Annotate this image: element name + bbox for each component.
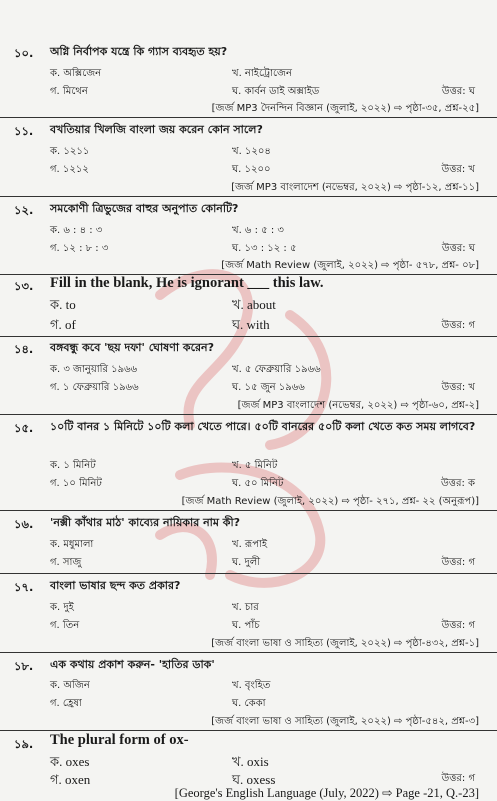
divider [0, 730, 497, 731]
option-c: গ. ১২ : ৮ : ৩ [50, 243, 109, 254]
divider [0, 510, 497, 511]
option-d: ঘ. ১২০০ [232, 164, 271, 175]
reference: [জর্জ MP3 দৈনন্দিন বিজ্ঞান (জুলাই, ২০২২) ⇨ পৃষ্ঠা-৩৫, প্রশ্ন-২৫] [211, 103, 479, 114]
question-number: ১৮. [14, 659, 34, 673]
option-d: ঘ. ১৩ : ১২ : ৫ [232, 243, 297, 254]
question-text: সমকোণী ত্রিভুজের বাহুর অনুপাত কোনটি? [50, 202, 239, 215]
option-c: গ. ১ ফেব্রুয়ারি ১৯৬৬ [50, 382, 139, 393]
option-c: গ. হ্রেষা [50, 698, 82, 709]
question-text: Fill in the blank, He is ignorant ___ this law. [50, 275, 324, 291]
option-c: গ. ১০ মিনিট [50, 478, 102, 489]
option-d: ঘ. কেকা [232, 698, 266, 709]
option-d: ঘ. দুলী [232, 557, 261, 568]
answer-label: উত্তর: গ [441, 557, 475, 568]
question-number: ১৭. [14, 580, 34, 594]
option-c: গ. তিন [50, 620, 80, 631]
question-number: ১৯. [14, 737, 34, 751]
divider [0, 117, 497, 118]
question-text: ১০টি বানর ১ মিনিটে ১০টি কলা খেতে পারে। ৫০টি বানরের ৫০টি কলা খেতে কত সময় লাগবে? [50, 420, 476, 433]
option-d: ঘ. কার্বন ডাই অক্সাইড [232, 86, 320, 97]
option-a: ক. মধুমালা [50, 539, 94, 550]
option-a: ক. ১২১১ [50, 146, 90, 157]
option-b: খ. ৫ মিনিট [232, 460, 278, 471]
option-a: ক. to [50, 297, 76, 312]
answer-label: উত্তর: খ [441, 164, 475, 175]
option-b: খ. বৃংহিত [232, 680, 271, 691]
option-b: খ. about [232, 297, 276, 312]
option-b: খ. চার [232, 602, 259, 613]
question-number: ১০. [14, 46, 34, 60]
option-d: ঘ. with [232, 317, 270, 332]
question-number: ১৪. [14, 342, 34, 356]
question-number: ১৫. [14, 421, 34, 435]
option-d: ঘ. পাঁচ [232, 620, 260, 631]
reference: [জর্জ বাংলা ভাষা ও সাহিত্য (জুলাই, ২০২২) ⇨ পৃষ্ঠা-৪৩২, প্রশ্ন-১] [211, 638, 479, 649]
divider [0, 196, 497, 197]
option-c: গ. সাজু [50, 557, 82, 568]
reference: [জর্জ MP3 বাংলাদেশ (নভেম্বর, ২০২২) ⇨ পৃষ্ঠা-১২, প্রশ্ন-১১] [231, 182, 479, 193]
answer-label: উত্তর: গ [441, 620, 475, 631]
option-c: গ. ১২১২ [50, 164, 89, 175]
option-b: খ. নাইট্রোজেন [232, 68, 292, 79]
question-text: বঙ্গবন্ধু কবে 'ছয় দফা' ঘোষণা করেন? [50, 341, 214, 354]
option-b: খ. oxis [232, 754, 269, 769]
question-number: ১১. [14, 124, 34, 138]
divider [0, 336, 497, 337]
question-text: বখতিয়ার খিলজি বাংলা জয় করেন কোন সালে? [50, 123, 263, 136]
reference: [জর্জ বাংলা ভাষা ও সাহিত্য (জুলাই, ২০২২) ⇨ পৃষ্ঠা-৫৪২, প্রশ্ন-৩] [211, 716, 479, 727]
answer-label: উত্তর: গ [441, 320, 475, 331]
option-a: ক. ৬ : ৪ : ৩ [50, 225, 103, 236]
question-text: বাংলা ভাষার ছন্দ কত প্রকার? [50, 579, 181, 592]
divider [0, 414, 497, 415]
option-d: ঘ. ৫০ মিনিট [232, 478, 284, 489]
option-b: খ. ৬ : ৫ : ৩ [232, 225, 284, 236]
option-b: খ. ৫ ফেব্রুয়ারি ১৯৬৬ [232, 364, 321, 375]
option-c: গ. of [50, 317, 76, 332]
reference: [George's English Language (July, 2022) ⇨ Page -21, Q.-23] [174, 786, 479, 800]
option-a: ক. oxes [50, 754, 90, 769]
question-number: ১২. [14, 203, 34, 217]
question-text: The plural form of ox- [50, 732, 189, 748]
option-b: খ. ১২০৪ [232, 146, 271, 157]
question-number: ১৬. [14, 517, 34, 531]
option-a: ক. ১ মিনিট [50, 460, 96, 471]
option-a: ক. দুই [50, 602, 74, 613]
option-a: ক. অক্সিজেন [50, 68, 102, 79]
answer-label: উত্তর: ঘ [441, 243, 475, 254]
option-d: ঘ. oxess [232, 772, 276, 787]
reference: [জর্জ Math Review (জুলাই, ২০২২) ⇨ পৃষ্ঠা- ৫৭৮, প্রশ্ন- ০৮] [221, 260, 479, 271]
divider [0, 573, 497, 574]
answer-label: উত্তর: খ [441, 382, 475, 393]
option-b: খ. রূপাই [232, 539, 268, 550]
option-a: ক. ৩ জানুয়ারি ১৯৬৬ [50, 364, 138, 375]
reference: [জর্জ MP3 বাংলাদেশ (নভেম্বর, ২০২২) ⇨ পৃষ্ঠা-৬০, প্রশ্ন-২] [237, 400, 479, 411]
question-text: অগ্নি নির্বাপক যন্ত্রে কি গ্যাস ব্যবহৃত হয়? [50, 45, 228, 58]
answer-label: উত্তর: গ [441, 773, 475, 784]
answer-label: উত্তর: ঘ [441, 86, 475, 97]
option-c: গ. মিথেন [50, 86, 88, 97]
question-text: এক কথায় প্রকাশ করুন- 'হাতির ডাক' [50, 658, 215, 671]
option-a: ক. অজিন [50, 680, 90, 691]
reference: [জর্জ Math Review (জুলাই, ২০২২) ⇨ পৃষ্ঠা- ২৭১, প্রশ্ন- ২২ (অনুরূপ)] [181, 496, 479, 507]
divider [0, 652, 497, 653]
question-number: ১৩. [14, 279, 34, 293]
option-c: গ. oxen [50, 772, 91, 787]
answer-label: উত্তর: ক [441, 478, 475, 489]
question-text: 'নক্সী কাঁথার মাঠ' কাব্যের নায়িকার নাম কী? [50, 516, 241, 529]
option-d: ঘ. ১৫ জুন ১৯৬৬ [232, 382, 305, 393]
